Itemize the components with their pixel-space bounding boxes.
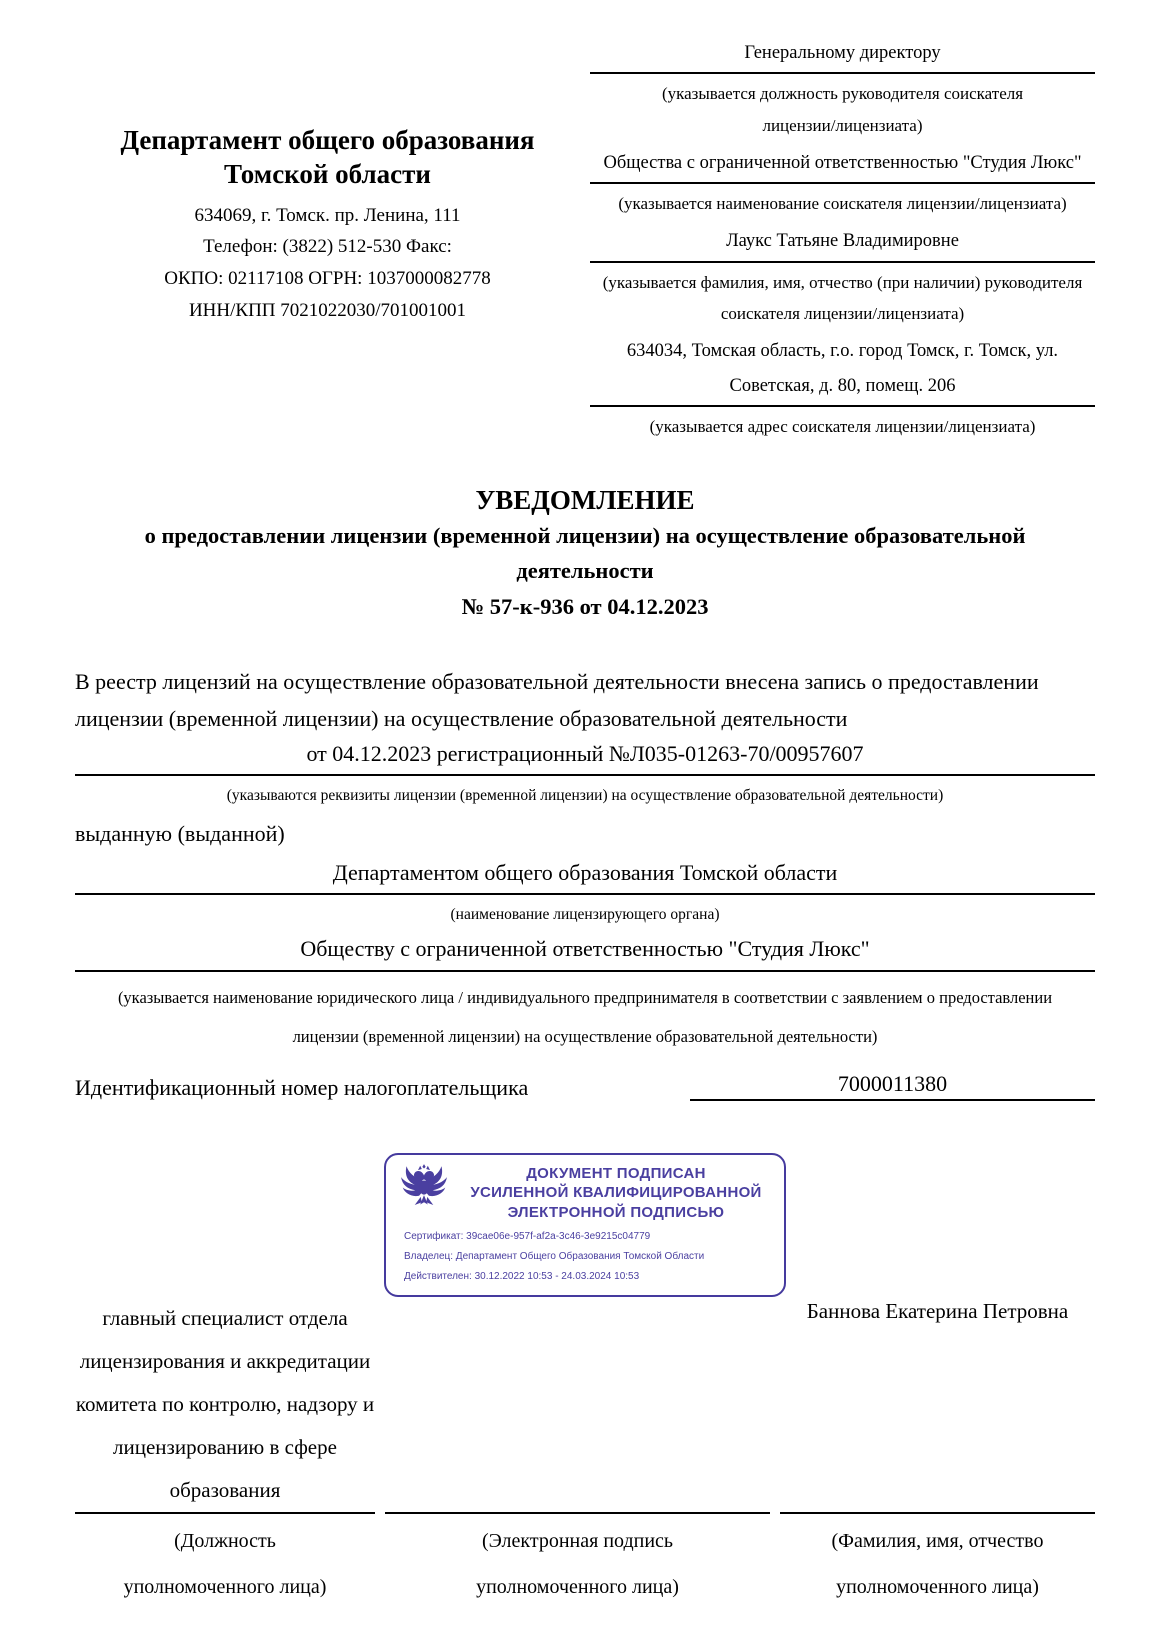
licensing-authority-caption: (наименование лицензирующего органа) <box>450 905 720 923</box>
licensee-caption-text: (указывается наименование юридического лица / индивидуального предпринимателя в соответствии с заявлением о предоставлении лицензии (временной лицензии) на осуществление образовательной деятельности) <box>117 987 1053 1047</box>
inn-label: Идентификационный номер налогоплательщика <box>75 1074 529 1100</box>
signature-esign-caption <box>385 1514 770 1610</box>
sender-inn-kpp: ИНН/КПП 7021022030/701001001 <box>188 300 467 322</box>
recipient-position: Генеральному директору <box>590 36 1095 74</box>
sender-okpo-ogrn: ОКПО: 02117108 ОГРН: 1037000082778 <box>164 268 491 290</box>
recipient-address-caption <box>590 407 1095 447</box>
recipient-organization: Общества с ограниченной ответственностью "Студия Люкс" <box>590 146 1095 184</box>
stamp-title-line1: ДОКУМЕНТ ПОДПИСАН <box>526 1164 706 1182</box>
issued-label: выданную (выданной) <box>75 821 285 847</box>
licensee-name: Обществу с ограниченной ответственностью "Студия Люкс" <box>75 932 1095 971</box>
signatory-position: главный специалист отдела лицензирования и аккредитации комитета по контролю, надзору и лицензированию в сфере образования <box>75 1305 375 1502</box>
document-header <box>75 36 1095 447</box>
signature-name-caption <box>780 1514 1095 1610</box>
document-title-block <box>75 483 1095 625</box>
body-intro: В реестр лицензий на осуществление образовательной деятельности внесена запись о предоставлении лицензии (временной лицензии) на осуществление образовательной деятельности <box>75 668 1039 731</box>
esign-space <box>385 1285 770 1512</box>
recipient-organization-caption <box>590 184 1095 224</box>
recipient-address: 634034, Томская область, г.о. город Томск, г. Томск, ул. Советская, д. 80, помещ. 206 <box>590 334 1095 406</box>
double-headed-eagle-icon <box>394 1163 454 1223</box>
licensing-authority: Департаментом общего образования Томской области <box>75 856 1095 895</box>
stamp-validity: Действителен: 30.12.2022 10:53 - 24.03.2024 10:53 <box>404 1270 640 1282</box>
recipient-person-caption <box>590 263 1095 335</box>
inn-row <box>75 1071 1095 1101</box>
signature-position-caption-text: (Должность уполномоченного лица) <box>123 1530 327 1598</box>
document-subheading: о предоставлении лицензии (временной лицензии) на осуществление образовательной деятельности <box>144 522 1026 584</box>
recipient-person: Лаукс Татьяне Владимировне <box>590 224 1095 262</box>
recipient-organization-caption-text: (указывается наименование соискателя лицензии/лицензиата) <box>618 194 1067 214</box>
signature-esign-column <box>385 1285 770 1610</box>
recipient-position-caption-text: (указывается должность руководителя соискателя лицензии/лицензиата) <box>661 84 1024 136</box>
sender-block <box>75 36 580 327</box>
recipient-block <box>590 36 1095 447</box>
recipient-position-caption <box>590 74 1095 146</box>
licensee-caption <box>75 972 1095 1061</box>
document-heading: УВЕДОМЛЕНИЕ <box>475 484 695 515</box>
esignature-stamp <box>384 1153 786 1297</box>
sender-name: Департамент общего образования Томской области <box>120 125 535 189</box>
stamp-owner: Владелец: Департамент Общего Образования Томской Области <box>404 1250 705 1262</box>
document-number: № 57-к-936 от 04.12.2023 <box>461 594 709 619</box>
signature-esign-caption-text: (Электронная подпись уполномоченного лица) <box>476 1530 679 1598</box>
stamp-meta <box>394 1227 774 1287</box>
sender-phone: Телефон: (3822) 512-530 Факс: <box>203 236 452 258</box>
stamp-header <box>394 1163 774 1223</box>
recipient-person-caption-text: (указывается фамилия, имя, отчество (при наличии) руководителя соискателя лицензии/лицензиата) <box>602 272 1083 324</box>
inn-value: 7000011380 <box>690 1071 1095 1101</box>
signature-name-column <box>780 1285 1095 1610</box>
signature-position-caption <box>75 1514 375 1610</box>
license-registration-caption: (указываются реквизиты лицензии (временной лицензии) на осуществление образовательной деятельности) <box>226 787 944 805</box>
stamp-title <box>458 1164 774 1223</box>
stamp-title-line2: УСИЛЕННОЙ КВАЛИФИЦИРОВАННОЙ <box>470 1184 762 1202</box>
signatory-name: Баннова Екатерина Петровна <box>806 1298 1069 1323</box>
document-body <box>75 663 1095 1101</box>
recipient-address-caption-text: (указывается адрес соискателя лицензии/лицензиата) <box>649 416 1036 436</box>
signature-position-column <box>75 1285 375 1610</box>
stamp-certificate: Сертификат: 39cae06e-957f-af2a-3c46-3e9215c04779 <box>404 1230 651 1242</box>
sender-address: 634069, г. Томск. пр. Ленина, 111 <box>194 204 461 226</box>
signature-name-caption-text: (Фамилия, имя, отчество уполномоченного лица) <box>831 1530 1044 1598</box>
stamp-title-line3: ЭЛЕКТРОННОЙ ПОДПИСЬЮ <box>507 1203 725 1221</box>
signature-row <box>75 1285 1095 1610</box>
license-registration-line: от 04.12.2023 регистрационный №Л035-01263-70/00957607 <box>75 737 1095 776</box>
